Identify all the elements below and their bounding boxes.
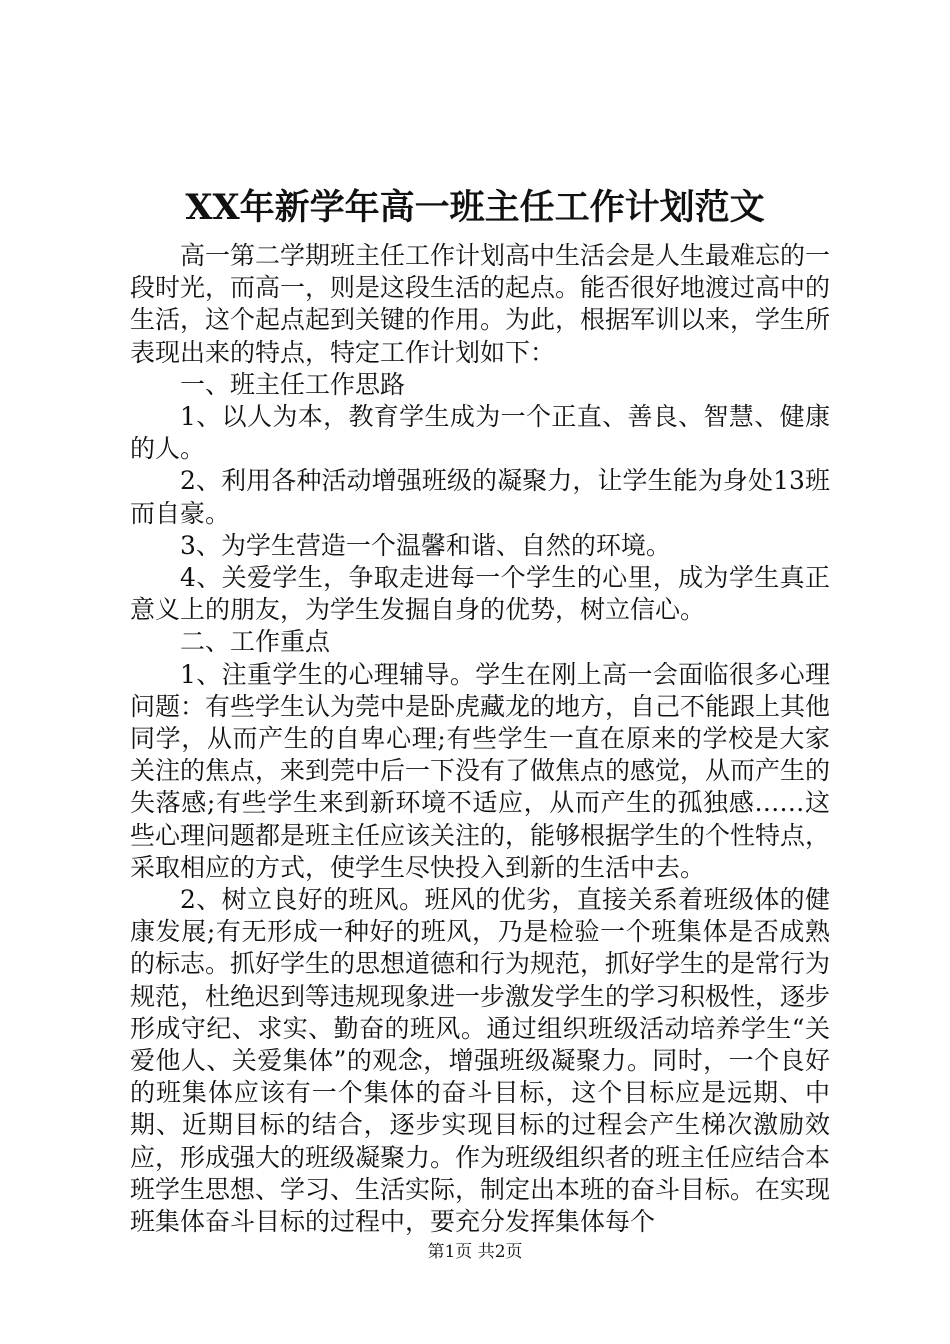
intro-paragraph: 高一第二学期班主任工作计划高中生活会是人生最难忘的一段时光，而高一，则是这段生活的起点。能否很好地渡过高中的生活，这个起点起到关键的作用。为此，根据军训以来，学生所表现出来的特点，特定工作计划如下：: [130, 241, 831, 367]
list-item-3: 3、为学生营造一个温馨和谐、自然的环境。: [180, 530, 671, 560]
document-title: XX年新学年高一班主任工作计划范文: [185, 187, 765, 228]
section-heading-2: 二、工作重点: [180, 627, 331, 657]
focus-paragraph-1: 1、注重学生的心理辅导。学生在刚上高一会面临很多心理问题：有些学生认为莞中是卧虎藏龙的地方，自己不能跟上其他同学，从而产生的自卑心理;有些学生一直在原来的学校是大家关注的焦点，来到莞中后一下没有了做焦点的感觉，从而产生的失落感;有些学生来到新环境不适应，从而产生的孤独感……这些心理问题都是班主任应该关注的，能够根据学生的个性特点，采取相应的方式，使学生尽快投入到新的生活中去。: [130, 659, 831, 882]
focus-paragraph-2: 2、树立良好的班风。班风的优劣，直接关系着班级体的健康发展;有无形成一种好的班风，乃是检验一个班集体是否成熟的标志。抓好学生的思想道德和行为规范，抓好学生的是常行为规范，杜绝迟到等违规现象进一步激发学生的学习积极性，逐步形成守纪、求实、勤奋的班风。通过组织班级活动培养学生“关爱他人、关爱集体”的观念，增强班级凝聚力。同时，一个良好的班集体应该有一个集体的奋斗目标，这个目标应是远期、中期、近期目标的结合，逐步实现目标的过程会产生梯次激励效应，形成强大的班级凝聚力。作为班级组织者的班主任应结合本班学生思想、学习、生活实际，制定出本班的奋斗目标。在实现班集体奋斗目标的过程中，要充分发挥集体每个: [130, 885, 831, 1237]
section-heading-1: 一、班主任工作思路: [180, 369, 406, 399]
page-footer: 第1页 共2页: [427, 1242, 523, 1262]
document-body: [130, 240, 830, 1238]
list-item-4: 4、关爱学生，争取走进每一个学生的心里，成为学生真正意义上的朋友，为学生发掘自身的优势，树立信心。: [130, 563, 830, 625]
list-item-1: 1、以人为本，教育学生成为一个正直、善良、智慧、健康的人。: [130, 402, 830, 464]
list-item-2: 2、利用各种活动增强班级的凝聚力，让学生能为身处13班而自豪。: [130, 466, 830, 528]
